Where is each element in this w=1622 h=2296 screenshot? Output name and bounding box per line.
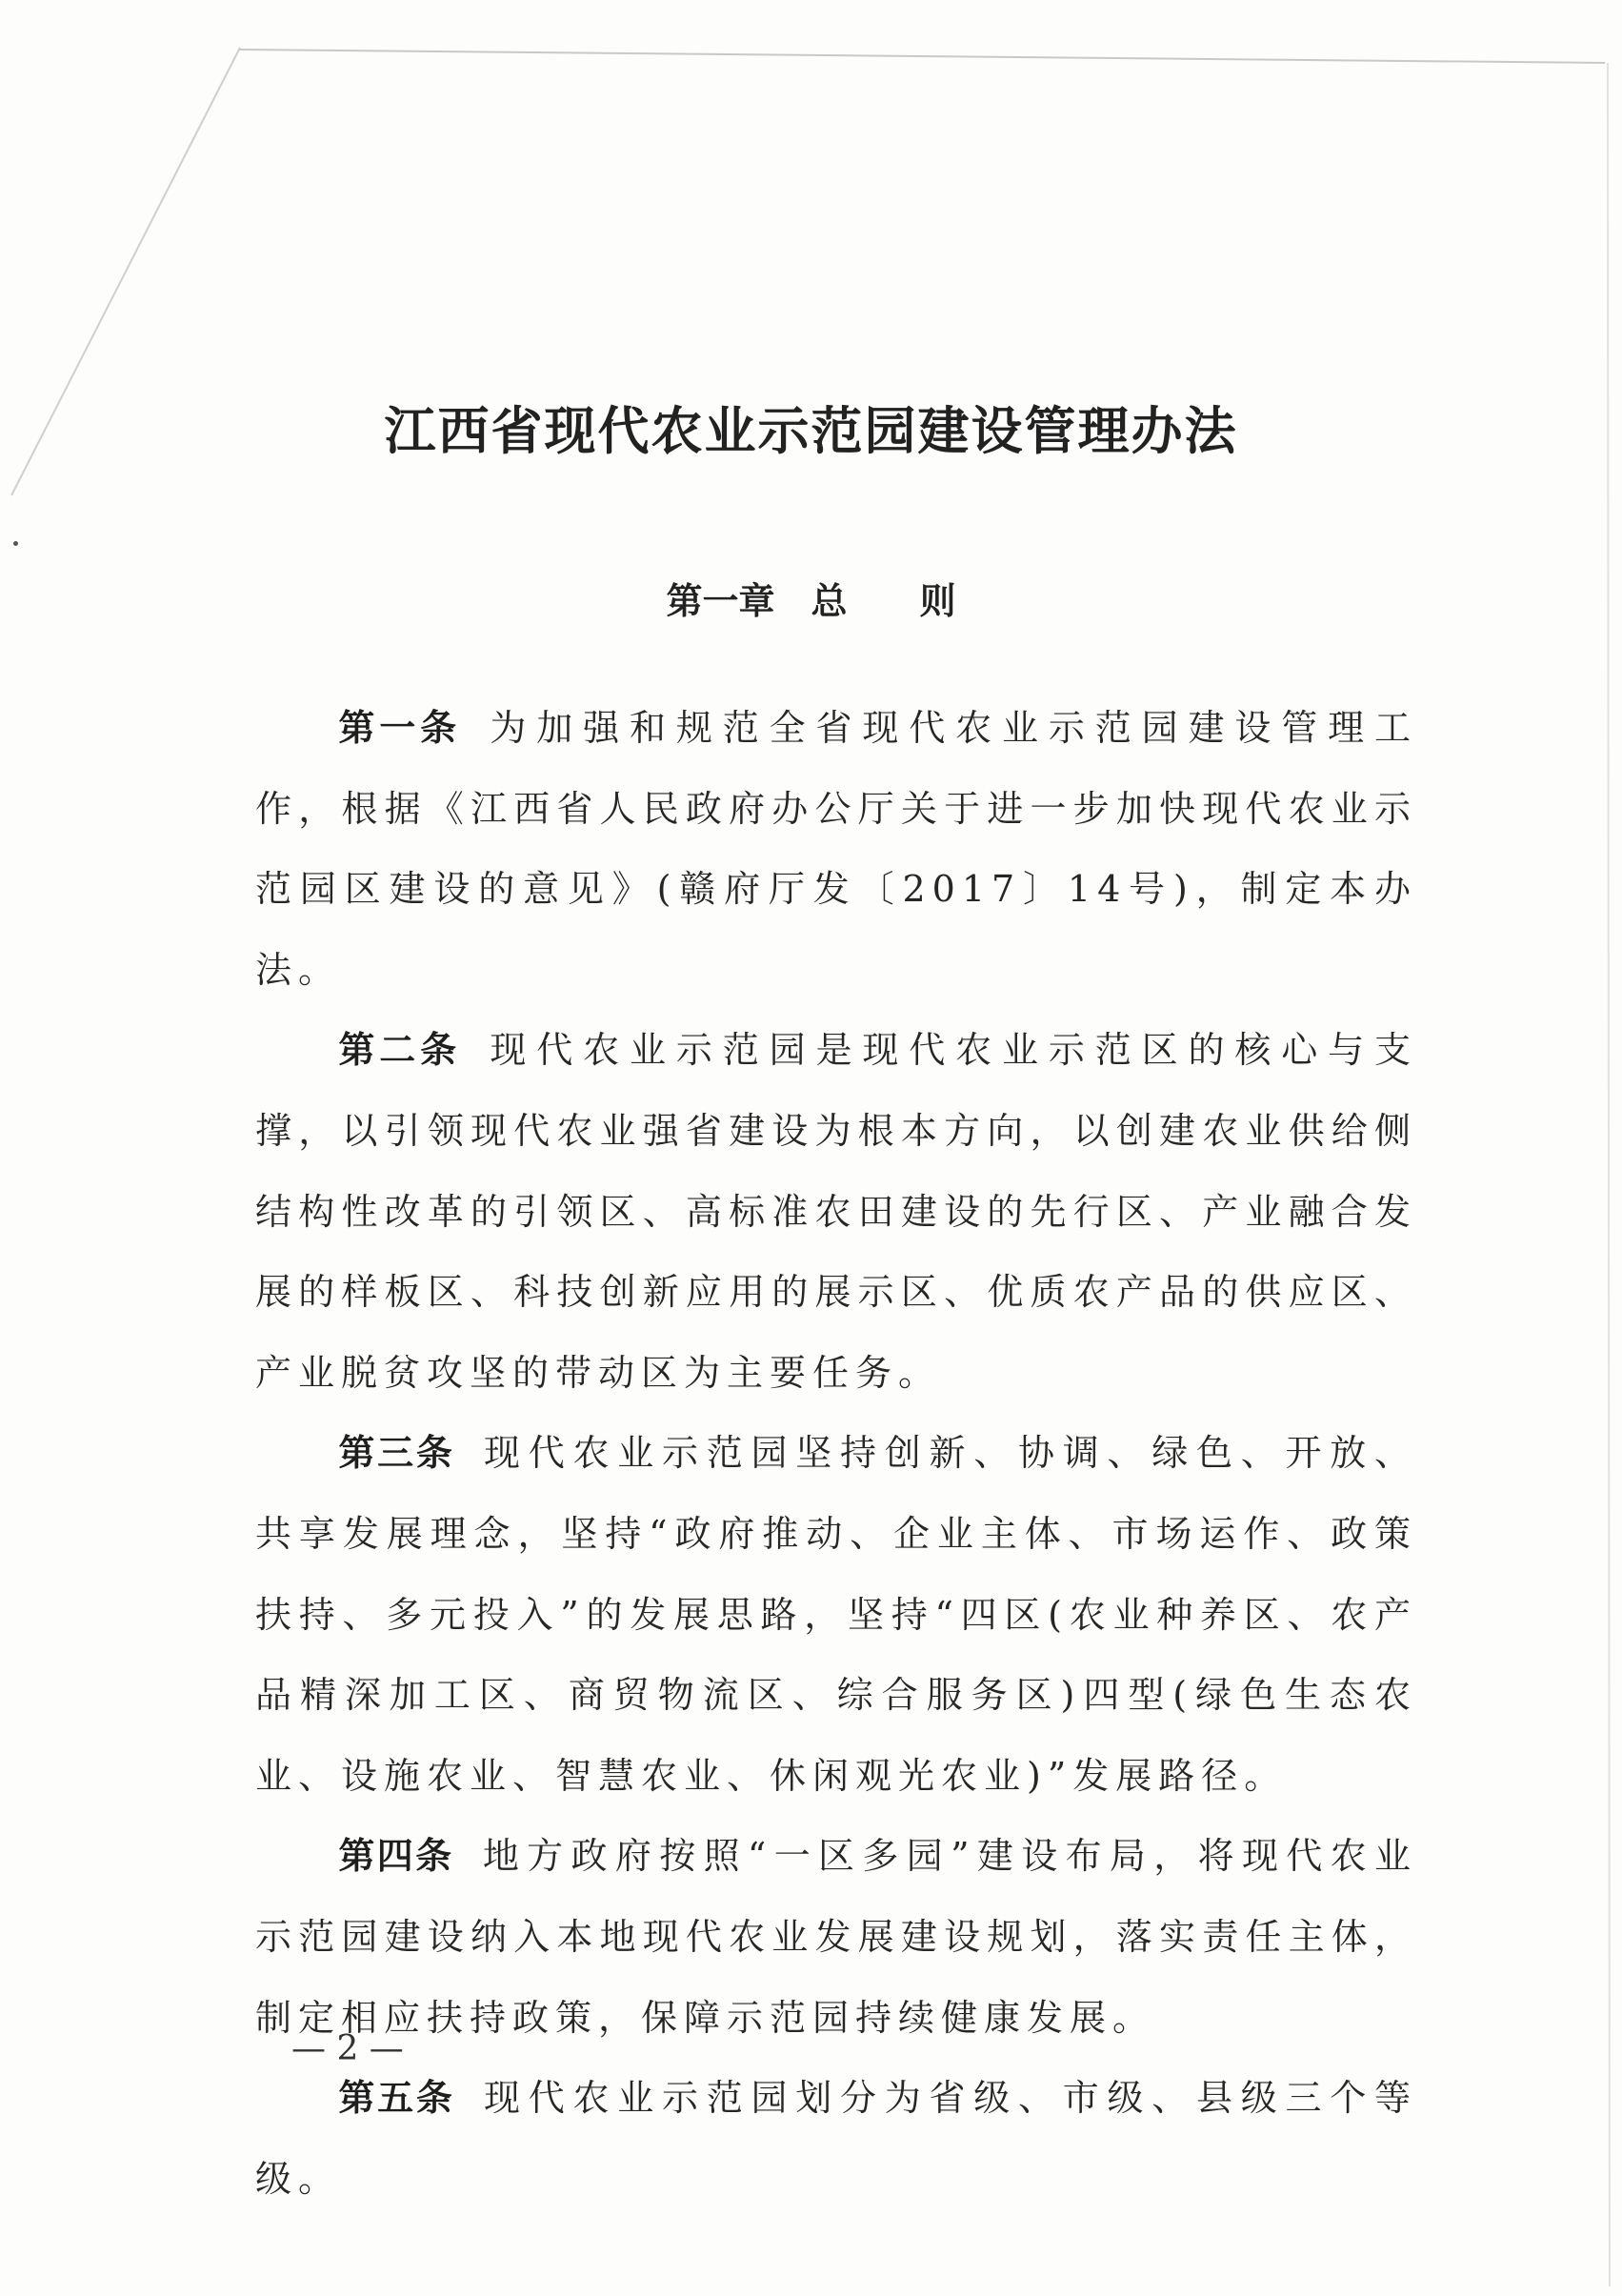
article-label: 第二条 <box>338 1029 462 1072</box>
article-2 <box>255 1010 1417 1413</box>
document-title: 江西省现代农业示范园建设管理办法 <box>384 401 1238 461</box>
article-label: 第一条 <box>338 707 462 749</box>
scan-speck <box>13 541 18 546</box>
article-label: 第四条 <box>338 1835 454 1878</box>
article-text: 现代农业示范园是现代农业示范区的核心与支撑，以引领现代农业强省建设为根本方向，以创建农业供给侧结构性改革的引领区、高标准农田建设的先行区、产业融合发展的样板区、科技创新应用的展示区、优质农产品的供应区、产业脱贫攻坚的带动区为主要任务。 <box>255 1029 1417 1394</box>
article-text: 现代农业示范园坚持创新、协调、绿色、开放、共享发展理念，坚持“政府推动、企业主体、市场运作、政策扶持、多元投入”的发展思路，坚持“四区(农业种养区、农产品精深加工区、商贸物流区、综合服务区)四型(绿色生态农业、设施农业、智慧农业、休闲观光农业)”发展路径。 <box>255 1432 1417 1797</box>
article-4 <box>255 1816 1417 2058</box>
article-label: 第三条 <box>338 1432 455 1475</box>
article-text: 为加强和规范全省现代农业示范园建设管理工作，根据《江西省人民政府办公厅关于进一步加快现代农业示范园区建设的意见》(赣府厅发〔2017〕14号)，制定本办法。 <box>255 707 1417 991</box>
page-number: — 2 — <box>291 2029 404 2068</box>
chapter-heading: 第一章 总 则 <box>666 580 956 622</box>
article-label: 第五条 <box>338 2077 455 2120</box>
article-1 <box>255 688 1417 1010</box>
document-body <box>255 688 1417 2219</box>
article-3 <box>255 1413 1417 1816</box>
article-text: 地方政府按照“一区多园”建设布局，将现代农业示范园建设纳入本地现代农业发展建设规划，落实责任主体，制定相应扶持政策，保障示范园持续健康发展。 <box>255 1835 1417 2039</box>
article-5 <box>255 2058 1417 2219</box>
article-text: 现代农业示范园划分为省级、市级、县级三个等级。 <box>255 2077 1417 2200</box>
